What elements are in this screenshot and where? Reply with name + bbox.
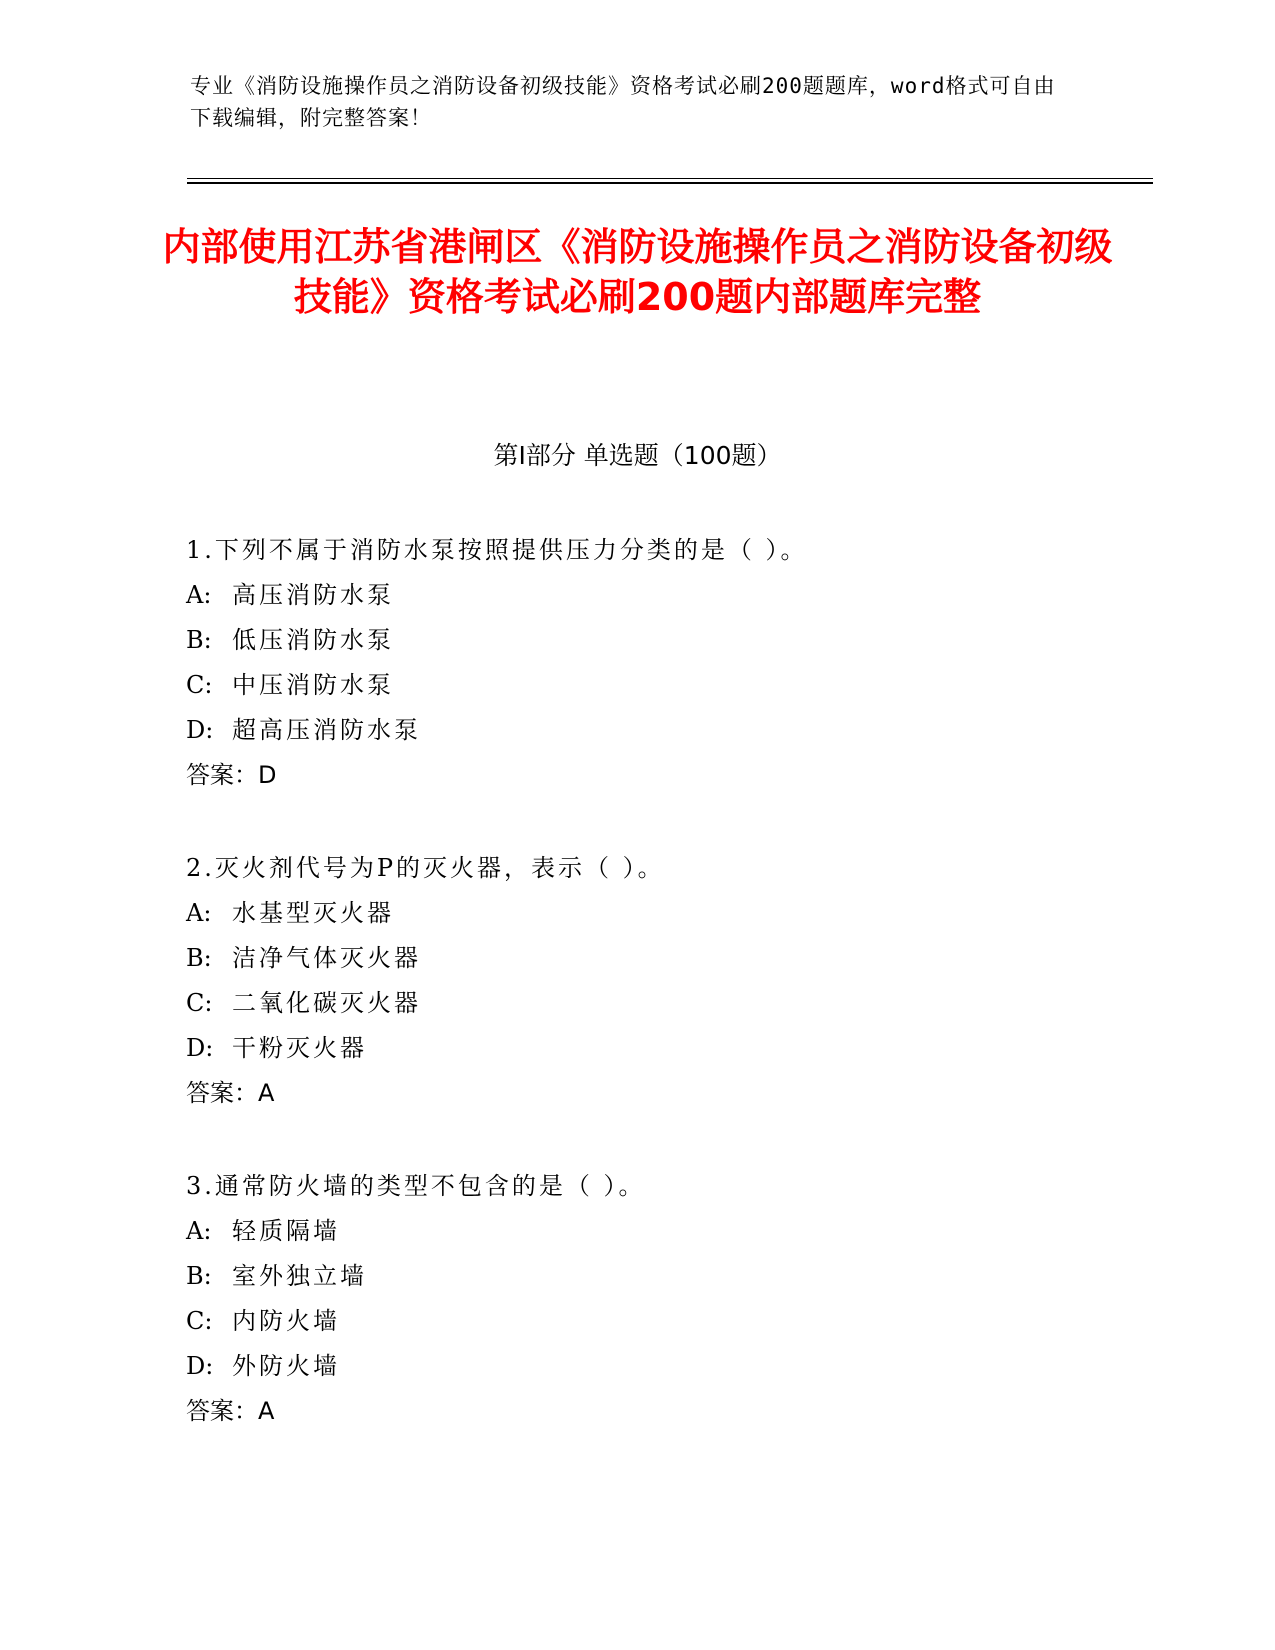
option-letter: B:	[186, 626, 212, 654]
document-title: 内部使用江苏省港闸区《消防设施操作员之消防设备初级技能》资格考试必刷200题内部题库完整	[162, 225, 1113, 319]
option-b	[186, 936, 1146, 981]
option-text: 内防火墙	[232, 1307, 340, 1335]
option-letter: B:	[186, 944, 212, 972]
question-stem: 1.下列不属于消防水泵按照提供压力分类的是（ ）。	[186, 536, 808, 564]
option-letter: B:	[186, 1262, 212, 1290]
header-divider-thin	[187, 178, 1153, 179]
option-letter: A:	[186, 581, 212, 609]
header-note: 专业《消防设施操作员之消防设备初级技能》资格考试必刷200题题库，word格式可自由下载编辑，附完整答案！	[190, 74, 1056, 130]
option-c	[186, 1299, 1146, 1344]
option-text: 干粉灭火器	[232, 1034, 367, 1062]
option-letter: A:	[186, 1217, 212, 1245]
option-c	[186, 981, 1146, 1026]
header-divider-thick	[187, 182, 1153, 184]
answer-line: 答案：D	[186, 761, 277, 789]
option-text: 中压消防水泵	[232, 671, 394, 699]
answer-line: 答案：A	[186, 1397, 275, 1425]
option-letter: D:	[186, 1034, 214, 1062]
section-title: 第Ⅰ部分 单选题（100题）	[493, 441, 782, 470]
option-text: 水基型灭火器	[232, 899, 394, 927]
option-text: 二氧化碳灭火器	[232, 989, 421, 1017]
option-b	[186, 1254, 1146, 1299]
option-text: 外防火墙	[232, 1352, 340, 1380]
option-a	[186, 1209, 1146, 1254]
option-text: 室外独立墙	[232, 1262, 367, 1290]
question-1	[186, 528, 1146, 798]
option-d	[186, 1344, 1146, 1389]
option-text: 低压消防水泵	[232, 626, 394, 654]
question-stem: 2.灭火剂代号为P的灭火器，表示（ ）。	[186, 854, 665, 882]
question-list	[186, 528, 1146, 1482]
question-2	[186, 846, 1146, 1116]
option-b	[186, 618, 1146, 663]
option-letter: C:	[186, 989, 213, 1017]
option-text: 超高压消防水泵	[232, 716, 421, 744]
option-a	[186, 891, 1146, 936]
option-letter: D:	[186, 716, 214, 744]
option-letter: A:	[186, 899, 212, 927]
question-stem: 3.通常防火墙的类型不包含的是（ ）。	[186, 1172, 646, 1200]
option-text: 轻质隔墙	[232, 1217, 340, 1245]
answer-line: 答案：A	[186, 1079, 275, 1107]
option-c	[186, 663, 1146, 708]
option-d	[186, 1026, 1146, 1071]
option-text: 高压消防水泵	[232, 581, 394, 609]
option-letter: D:	[186, 1352, 214, 1380]
option-d	[186, 708, 1146, 753]
option-a	[186, 573, 1146, 618]
option-text: 洁净气体灭火器	[232, 944, 421, 972]
option-letter: C:	[186, 1307, 213, 1335]
option-letter: C:	[186, 671, 213, 699]
question-3	[186, 1164, 1146, 1434]
